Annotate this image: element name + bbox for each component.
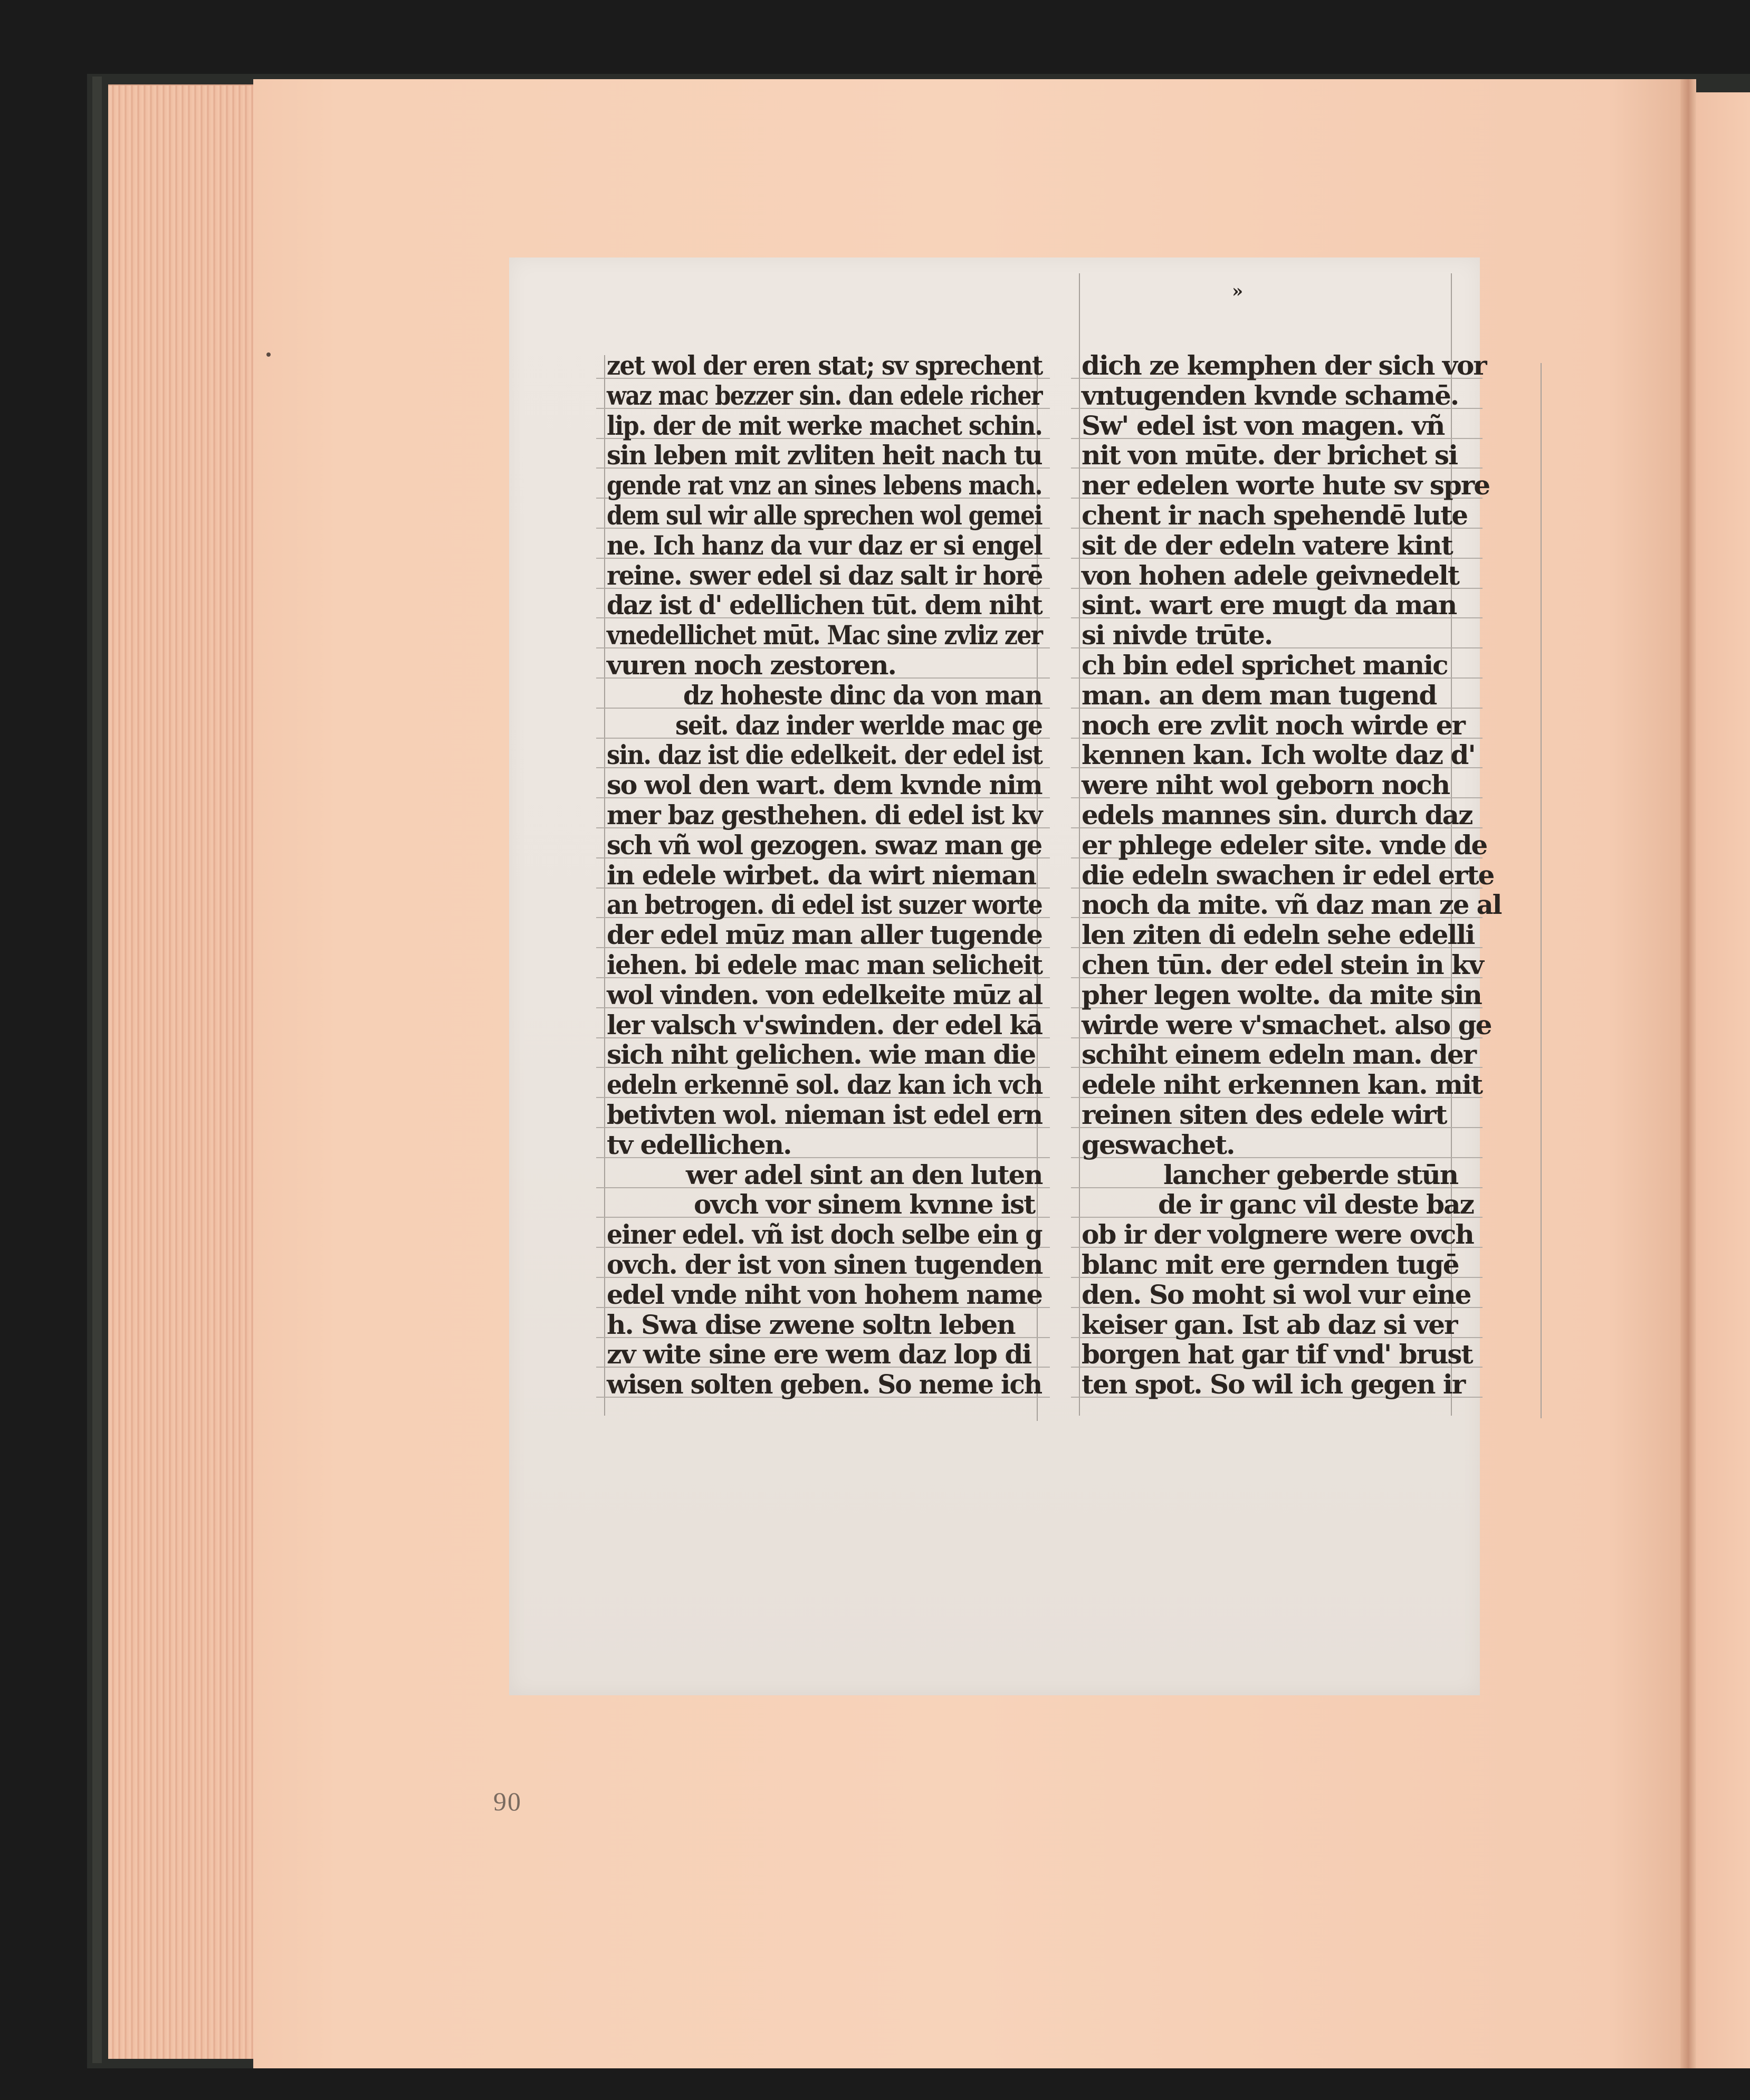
manuscript-line: von hohen adele geivnedelt: [1082, 559, 1459, 591]
manuscript-line: noch da mite. vñ daz man ze al: [1082, 889, 1502, 921]
manuscript-line: ne. Ich hanz da vur daz er si engel: [607, 529, 1042, 561]
manuscript-line: chen tūn. der edel stein in kv: [1082, 949, 1483, 980]
manuscript-line: vntugenden kvnde schamē.: [1082, 379, 1459, 411]
manuscript-line: si nivde trūte.: [1082, 619, 1273, 651]
manuscript-line: er phlege edeler site. vnde de: [1082, 829, 1487, 861]
ruling-line: [1541, 363, 1542, 1418]
manuscript-line: ten spot. So wil ich gegen ir: [1082, 1369, 1465, 1400]
page-number: 90: [493, 1787, 522, 1816]
manuscript-line: h. Swa dise zwene soltn leben: [607, 1309, 1015, 1340]
manuscript-line: nit von mūte. der brichet si: [1082, 440, 1458, 471]
manuscript-line: sit de der edeln vatere kint: [1082, 529, 1452, 561]
manuscript-line: Sw' edel ist von magen. vñ: [1082, 409, 1445, 441]
manuscript-line: edel vnde niht von hohem name: [607, 1278, 1042, 1310]
manuscript-line: seit. daz inder werlde mac ge: [675, 709, 1043, 741]
manuscript-line: reine. swer edel si daz salt ir horē: [607, 559, 1043, 591]
manuscript-line: sin leben mit zvliten heit nach tu: [607, 440, 1042, 471]
manuscript-line: edels mannes sin. durch daz: [1082, 799, 1472, 831]
manuscript-line: ovch. der ist von sinen tugenden: [607, 1249, 1043, 1280]
manuscript-line: wer adel sint an den luten: [686, 1159, 1043, 1190]
manuscript-line: der edel mūz man aller tugende: [607, 919, 1042, 951]
manuscript-line: zet wol der eren stat; sv sprechent: [607, 350, 1043, 381]
manuscript-line: borgen hat gar tif vnd' brust: [1082, 1339, 1472, 1370]
manuscript-line: wirde were v'smachet. also ge: [1082, 1009, 1491, 1041]
manuscript-line: dem sul wir alle sprechen wol gemei: [607, 500, 1042, 531]
manuscript-line: ner edelen worte hute sv spre: [1082, 470, 1490, 501]
manuscript-line: blanc mit ere gernden tugē: [1082, 1249, 1459, 1280]
book-spine-edge: [92, 77, 102, 2063]
manuscript-line: ovch vor sinem kvnne ist: [694, 1189, 1035, 1220]
manuscript-line: edeln erkennē sol. daz kan ich vch: [607, 1069, 1043, 1101]
manuscript-line: in edele wirbet. da wirt nieman: [607, 859, 1036, 891]
page-edges-stack: [108, 84, 253, 2059]
manuscript-line: sich niht gelichen. wie man die: [607, 1039, 1036, 1071]
manuscript-line: were niht wol geborn noch: [1082, 769, 1450, 801]
right-book-page-edge: [1696, 92, 1750, 2068]
manuscript-line: betivten wol. nieman ist edel ern: [607, 1099, 1043, 1130]
manuscript-line: de ir ganc vil deste baz: [1158, 1189, 1474, 1220]
page-speck: [266, 352, 271, 357]
ruling-line: [604, 355, 605, 1416]
manuscript-line: lancher geberde stūn: [1163, 1159, 1458, 1190]
manuscript-line: den. So moht si wol vur eine: [1082, 1278, 1471, 1310]
manuscript-line: wol vinden. von edelkeite mūz al: [607, 979, 1043, 1010]
manuscript-line: sint. wart ere mugt da man: [1082, 589, 1457, 621]
book-gutter: [1680, 79, 1696, 2068]
manuscript-line: kennen kan. Ich wolte daz d': [1082, 739, 1475, 771]
manuscript-line: so wol den wart. dem kvnde nim: [607, 769, 1042, 801]
manuscript-line: ler valsch v'swinden. der edel kā: [607, 1009, 1043, 1041]
manuscript-line: an betrogen. di edel ist suzer worte: [607, 889, 1042, 921]
manuscript-line: geswachet.: [1082, 1129, 1235, 1160]
manuscript-line: len ziten di edeln sehe edelli: [1082, 919, 1475, 951]
manuscript-line: chent ir nach spehendē lute: [1082, 500, 1468, 531]
manuscript-line: pher legen wolte. da mite sin: [1082, 979, 1481, 1010]
manuscript-line: reinen siten des edele wirt: [1082, 1099, 1447, 1130]
manuscript-line: ch bin edel sprichet manic: [1082, 650, 1448, 681]
manuscript-line: man. an dem man tugend: [1082, 679, 1437, 711]
manuscript-line: vuren noch zestoren.: [607, 650, 896, 681]
manuscript-line: wisen solten geben. So neme ich: [607, 1369, 1042, 1400]
ruling-line: [1079, 273, 1080, 1416]
manuscript-line: vnedellichet mūt. Mac sine zvliz zer: [607, 619, 1043, 651]
manuscript-line: zv wite sine ere wem daz lop di: [607, 1339, 1031, 1370]
manuscript-line: schiht einem edeln man. der: [1082, 1039, 1476, 1071]
manuscript-line: die edeln swachen ir edel erte: [1082, 859, 1494, 891]
manuscript-line: sin. daz ist die edelkeit. der edel ist: [607, 739, 1043, 771]
manuscript-line: noch ere zvlit noch wirde er: [1082, 709, 1465, 741]
manuscript-line: daz ist d' edellichen tūt. dem niht: [607, 589, 1042, 621]
manuscript-line: tv edellichen.: [607, 1129, 791, 1160]
top-mark: »: [1232, 281, 1244, 302]
manuscript-line: lip. der de mit werke machet schin.: [607, 409, 1043, 441]
manuscript-line: dz hoheste dinc da von man: [683, 679, 1042, 711]
manuscript-line: ob ir der volgnere were ovch: [1082, 1219, 1474, 1251]
manuscript-line: keiser gan. Ist ab daz si ver: [1082, 1309, 1457, 1340]
manuscript-line: dich ze kemphen der sich vor: [1082, 350, 1486, 381]
manuscript-line: mer baz gesthehen. di edel ist kv: [607, 799, 1042, 831]
manuscript-line: waz mac bezzer sin. dan edele richer: [607, 379, 1042, 411]
manuscript-line: einer edel. vñ ist doch selbe ein g: [607, 1219, 1042, 1251]
manuscript-line: iehen. bi edele mac man selicheit: [607, 949, 1043, 980]
manuscript-line: edele niht erkennen kan. mit: [1082, 1069, 1483, 1101]
manuscript-line: gende rat vnz an sines lebens mach.: [607, 470, 1042, 501]
manuscript-line: sch vñ wol gezogen. swaz man ge: [607, 829, 1042, 861]
manuscript-plate: [509, 257, 1502, 1695]
